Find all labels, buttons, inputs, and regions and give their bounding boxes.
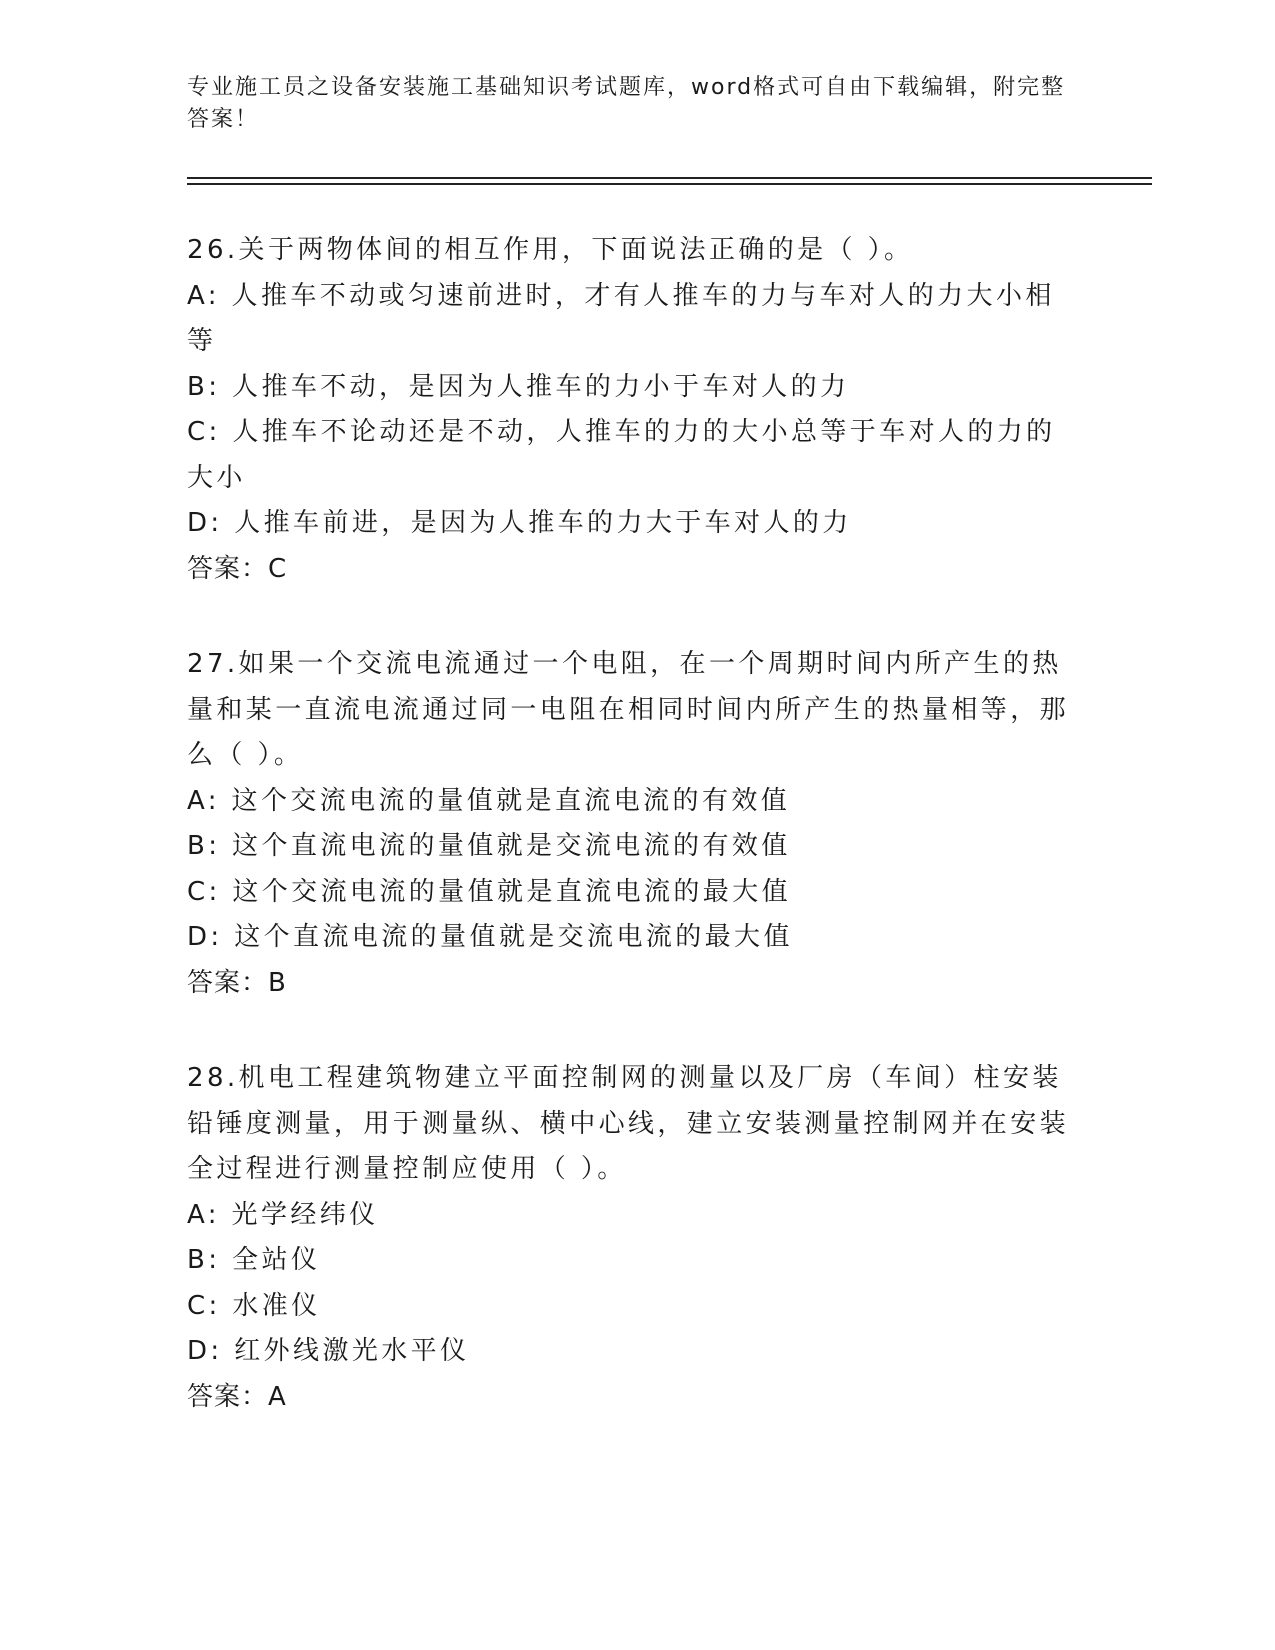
answer: 答案：A	[187, 1381, 287, 1412]
option-b: B: 人推车不动，是因为人推车的力小于车对人的力	[187, 371, 850, 402]
question-27	[187, 642, 1077, 1006]
header-divider-top	[187, 177, 1152, 179]
option-d: D: 红外线激光水平仪	[187, 1336, 470, 1366]
answer: 答案：C	[187, 553, 288, 584]
answer: 答案：B	[187, 967, 287, 998]
option-a: A: 人推车不动或匀速前进时，才有人推车的力与车对人的力大小相等	[187, 280, 1055, 356]
question-26	[187, 228, 1077, 592]
option-a: A: 这个交流电流的量值就是直流电流的有效值	[187, 785, 791, 816]
option-d: D: 人推车前进，是因为人推车的力大于车对人的力	[187, 508, 852, 538]
option-d: D: 这个直流电流的量值就是交流电流的最大值	[187, 922, 793, 952]
option-c: C: 水准仪	[187, 1290, 321, 1321]
header-divider-bottom	[187, 183, 1152, 185]
question-list	[187, 228, 1077, 1470]
option-b: B: 全站仪	[187, 1245, 321, 1275]
question-stem: 27.如果一个交流电流通过一个电阻，在一个周期时间内所产生的热量和某一直流电流通过同一电阻在相同时间内所产生的热量相等，那么（ ）。	[187, 649, 1070, 770]
question-stem: 26.关于两物体间的相互作用，下面说法正确的是（ ）。	[187, 235, 914, 265]
option-a: A: 光学经纬仪	[187, 1199, 379, 1230]
option-c: C: 人推车不论动还是不动，人推车的力的大小总等于车对人的力的大小	[187, 417, 1056, 493]
page-header: 专业施工员之设备安装施工基础知识考试题库，word格式可自由下载编辑，附完整答案！	[187, 75, 1066, 132]
question-stem: 28.机电工程建筑物建立平面控制网的测量以及厂房（车间）柱安装铅锤度测量，用于测量纵、横中心线，建立安装测量控制网并在安装全过程进行测量控制应使用（ ）。	[187, 1063, 1070, 1184]
option-b: B: 这个直流电流的量值就是交流电流的有效值	[187, 831, 791, 861]
option-c: C: 这个交流电流的量值就是直流电流的最大值	[187, 876, 791, 907]
question-28	[187, 1056, 1077, 1420]
